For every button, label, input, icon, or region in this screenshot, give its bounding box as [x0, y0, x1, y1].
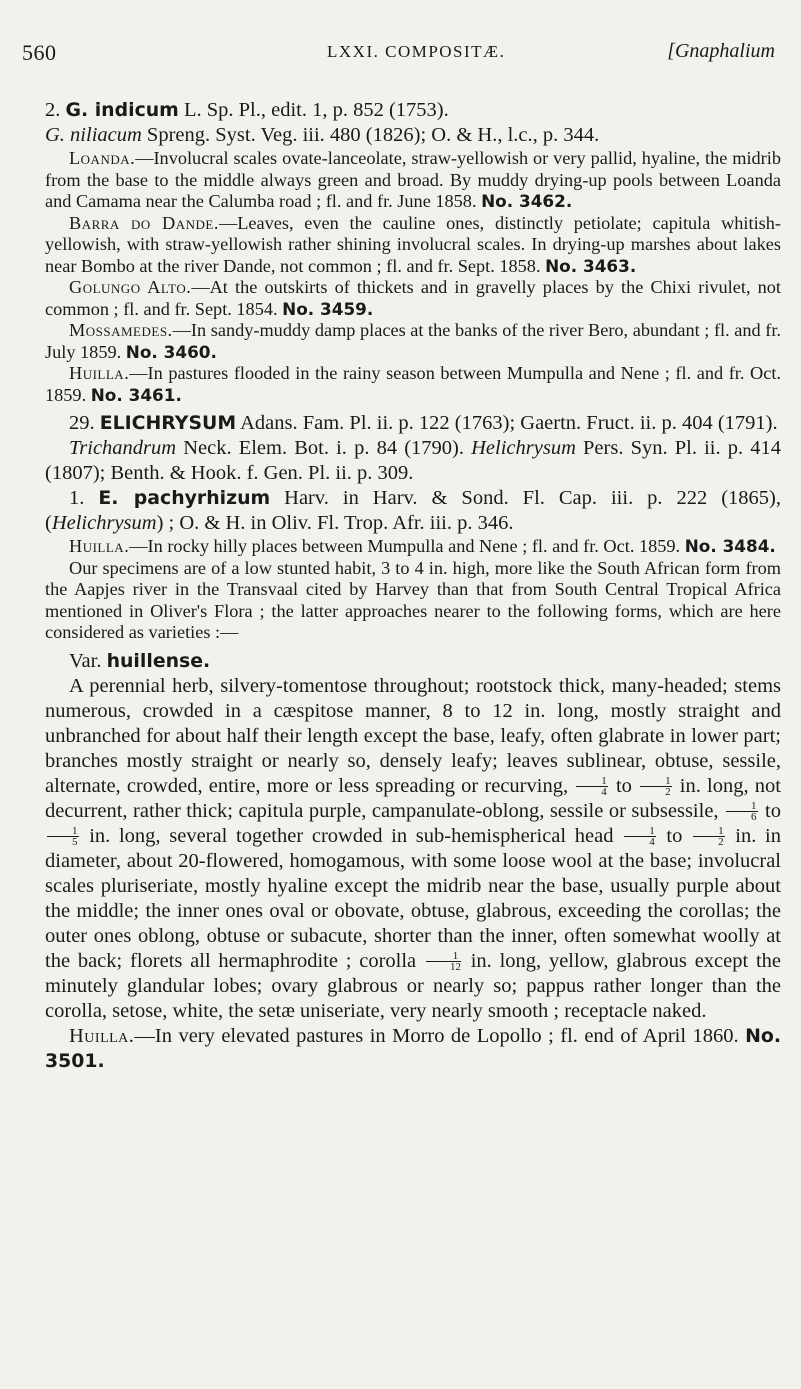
- locality-huilla: Huilla.—In pastures flooded in the rainy season between Mumpulla and Nene ; fl. and fr. Oct. 1859. No. 3461.: [45, 363, 781, 405]
- locality-golungo: Golungo Alto.—At the outskirts of thickets and in gravelly places by the Chixi rivulet, not common ; fl. and fr. Sept. 1854. No. 3459.: [45, 277, 782, 319]
- fraction: $\frac{1}{6}$: [726, 801, 758, 822]
- fraction: $\frac{1}{2}$: [640, 776, 672, 797]
- fraction: $\frac{1}{5}$: [47, 826, 79, 847]
- fraction: $\frac{1}{4}$: [576, 776, 608, 797]
- variety-heading: Var. huillense.: [69, 649, 211, 672]
- species-name: G. indicum: [65, 99, 179, 121]
- running-title: LXXI. COMPOSITÆ.: [327, 42, 506, 61]
- page-body: [45, 98, 781, 1074]
- section-title: [Gnaphalium: [667, 40, 775, 62]
- fraction: $\frac{1}{12}$: [426, 951, 461, 972]
- locality-loanda: Loanda.—Involucral scales ovate-lanceolate, straw-yellowish or very pallid, hyaline, the midrib from the base to the middle always green and broad. By muddy drying-up pools between Loanda and Camama near the Calumba road ; fl. and fr. June 1858. No. 3462.: [45, 148, 781, 211]
- fraction: $\frac{1}{2}$: [693, 826, 725, 847]
- genus-name: ELICHRYSUM: [99, 412, 237, 434]
- synonym-line: G. niliacum Spreng. Syst. Veg. iii. 480 (1826); O. & H., l.c., p. 344.: [45, 124, 600, 146]
- species-heading: 2. G. indicum L. Sp. Pl., edit. 1, p. 852 (1753).: [45, 99, 449, 121]
- fraction: $\frac{1}{4}$: [624, 826, 656, 847]
- species-heading-pachyrhizum: 1. E. pachyrhizum Harv. in Harv. & Sond. Fl. Cap. iii. p. 222 (1865), (Helichrysum) ; O. & H. in Oliv. Fl. Trop. Afr. iii. p. 346.: [45, 487, 781, 534]
- page-number: 560: [22, 40, 57, 65]
- locality-mossamedes: Mossamedes.—In sandy-muddy damp places at the banks of the river Bero, abundant ; fl. and fr. July 1859. No. 3460.: [45, 320, 781, 362]
- page-header: [22, 40, 775, 70]
- genus-synonyms: Trichandrum Neck. Elem. Bot. i. p. 84 (1790). Helichrysum Pers. Syn. Pl. ii. p. 414 (1807); Benth. & Hook. f. Gen. Pl. ii. p. 309.: [45, 437, 781, 484]
- species-note: Our specimens are of a low stunted habit, 3 to 4 in. high, more like the South African form from the Aapjes river in the Transvaal cited by Harvey than that from South Central Tropical Africa mentioned in Oliver's Flora ; the latter approaches nearer to the following forms, which are here considered as varieties :—: [45, 557, 781, 642]
- genus-heading: 29. ELICHRYSUM Adans. Fam. Pl. ii. p. 122 (1763); Gaertn. Fruct. ii. p. 404 (1791).: [69, 412, 778, 434]
- variety-description: A perennial herb, silvery-tomentose throughout; rootstock thick, many-headed; stems numerous, crowded in a cæspitose manner, 8 to 12 in. long, mostly straight and unbranched for about half their length except the base, leafy, often glabrate in lower part; branches mostly straight or nearly so, densely leafy; leaves sublinear, obtuse, sessile, alternate, crowded, entire, more or less spreading or recurving, $\frac{1}{4}$ to $\frac{1}{2}$ in. long, not decurrent, rather thick; capitula purple, campanulate-oblong, sessile or subsessile, $\frac{1}{6}$ to $\frac{1}{5}$ in. long, several together crowded in sub-hemispherical head $\frac{1}{4}$ to $\frac{1}{2}$ in. in diameter, about 20-flowered, homogamous, with some loose wool at the base; involucral scales pluriseriate, mostly hyaline except the midrib near the base, usually purple about the middle; the inner ones oval or obovate, obtuse, glabrous, exceeding the corollas; the outer ones oblong, obtuse or subacute, shorter than the inner, often somewhat woolly at the back; florets all hermaphrodite ; corolla $\frac{1}{12}$ in. long, yellow, glabrous except the minutely glandular lobes; ovary glabrous or nearly so; pappus rather longer than the corolla, setose, white, the setæ uniseriate, very nearly smooth ; receptacle naked.: [45, 674, 782, 1022]
- locality-huilla-pachyrhizum: Huilla.—In rocky hilly places between Mumpulla and Nene ; fl. and fr. Oct. 1859. No. 3484.: [69, 536, 776, 556]
- locality-barra: Barra do Dande.—Leaves, even the cauline ones, distinctly petiolate; capitula whitish-yellowish, with straw-yellowish rather shining involucral scales. In drying-up marshes about lakes near Bombo at the river Dande, not common ; fl. and fr. Sept. 1858. No. 3463.: [45, 212, 782, 276]
- locality-huilla-variety: Huilla.—In very elevated pastures in Morro de Lopollo ; fl. end of April 1860. No. 3501.: [45, 1024, 781, 1072]
